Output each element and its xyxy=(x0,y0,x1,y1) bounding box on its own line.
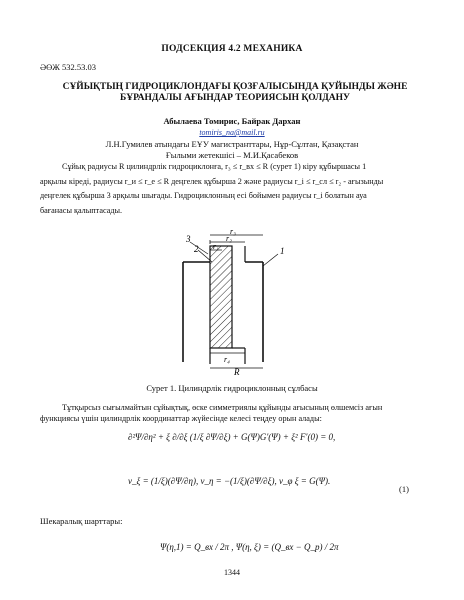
intro-line-3: деңгелек құбырша 3 арқылы шығады. Гидроциклонның есі бойымен радиусы r_i болатын ауа xyxy=(40,191,367,200)
body2-line-1: Тұтқырсыз сығылмайтын сұйықтық, өске симметриялы құйынды ағысының өлшемсіз ағын xyxy=(62,403,383,412)
figure-label-3: 3 xyxy=(186,234,191,244)
author-email-link[interactable]: tomiris_na@mail.ru xyxy=(199,128,265,137)
hydrocyclone-figure xyxy=(150,227,310,377)
affiliation xyxy=(0,139,464,160)
figure-caption: Сурет 1. Цилиндрлік гидроциклонның сұлбасы xyxy=(146,383,318,393)
affiliation-line-1: Л.Н.Гумилев атындағы ЕҰУ магистранттары, Нұр-Сұлтан, Қазақстан xyxy=(105,139,359,149)
body2-line-2: функциясы үшін цилиндрлік координаттар жүйесінде келесі теңдеу орын алады: xyxy=(40,414,322,423)
udc-code: ӘӨЖ 532.53.03 xyxy=(40,62,97,72)
body-paragraph-2 xyxy=(40,402,432,424)
intro-paragraph xyxy=(40,160,432,218)
figure-label-2: 2 xyxy=(194,244,199,254)
figure-label-1: 1 xyxy=(280,246,285,256)
figure-label-r2: r₂ xyxy=(226,234,232,243)
intro-line-4: бағанасы қалыптасады. xyxy=(40,205,123,215)
figure-label-R: R xyxy=(234,367,240,377)
title-line-2: БҰРАНДАЛЫ АҒЫНДАР ТЕОРИЯСЫН ҚОЛДАНУ xyxy=(119,93,351,103)
figure-label-r1: r₁ xyxy=(213,242,219,251)
equation-line-1: ∂²Ψ/∂η² + ξ ∂/∂ξ (1/ξ ∂Ψ/∂ξ) + G(Ψ)G′(Ψ) + ξ² F′(0) = 0, xyxy=(128,432,336,442)
hatched-vortex-pipe xyxy=(210,246,232,348)
page-number: 1344 xyxy=(224,568,240,577)
section-heading: ПОДСЕКЦИЯ 4.2 МЕХАНИКА xyxy=(161,44,303,54)
figure-label-r4: r₄ xyxy=(224,355,230,364)
paper-title xyxy=(40,82,430,104)
figure-label-r3: r₃ xyxy=(230,227,236,236)
boundary-conditions-label: Шекаралық шарттары: xyxy=(40,516,123,526)
intro-line-2: арқылы кіреді, радиусы r_и ≤ r_e ≤ R деңгелек құбырша 2 және радиусы r_i ≤ r_сл ≤ r₂ - ағызынды xyxy=(40,176,384,186)
advisor-line: Ғылыми жетекшісі – М.И.Қасабеков xyxy=(165,149,299,160)
boundary-formula: Ψ(η,1) = Q_вх / 2π , Ψ(η, ξ) = (Q_вх − Q_р) / 2π xyxy=(160,542,339,552)
intro-line-1: Сұйық радиусы R цилиндрлік гидроциклонға, r₃ ≤ r_вх ≤ R (сурет 1) кіру құбыршасы 1 xyxy=(62,162,367,171)
title-line-1: СҰЙЫҚТЫҢ ГИДРОЦИКЛОНДАҒЫ ҚОЗҒАЛЫСЫНДА ҚУЙЫНДЫ ЖӘНЕ xyxy=(62,82,408,92)
authors: Абылаева Томирис, Байрак Дархан xyxy=(163,116,301,126)
equation-number: (1) xyxy=(399,484,409,494)
equation-line-2: v_ξ = (1/ξ)(∂Ψ/∂η), v_η = −(1/ξ)(∂Ψ/∂ξ), v_φ ξ = G(Ψ). xyxy=(128,476,331,486)
